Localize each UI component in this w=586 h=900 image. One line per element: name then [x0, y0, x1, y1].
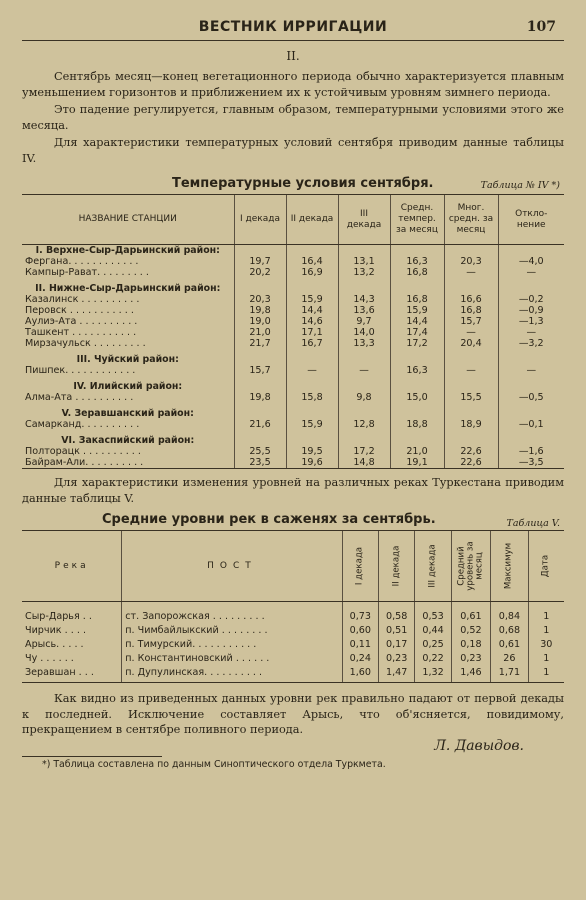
value-cell: 15,5 — [444, 392, 498, 403]
post-name: п. Дупулинская. . . . . . . . . . — [122, 666, 342, 683]
station-name: Фергана. . . . . . . . . . . . — [25, 256, 139, 267]
table-row — [22, 419, 564, 430]
river-name: Зеравшан . . . — [22, 666, 122, 683]
value-cell: 9,8 — [338, 392, 390, 403]
table5-title: Средние уровни рек в саженях за сентябрь. — [102, 512, 436, 527]
value-cell: 1 — [528, 666, 564, 683]
header-deviation: Откло- нение — [498, 195, 564, 245]
empty-cell — [444, 408, 498, 419]
value-cell: 13,2 — [338, 267, 390, 278]
paragraph: Сентябрь месяц—конец вегетационного периода обычно характеризуется плавным уменьшением горизонтов и приближением их к устойчивым уровням зимнего периода. — [22, 70, 564, 99]
value-cell: — — [338, 365, 390, 376]
empty-cell — [444, 245, 498, 257]
author-signature: Л. Давыдов. — [434, 737, 524, 754]
value-cell: —1,3 — [498, 316, 564, 327]
region-row — [22, 435, 564, 446]
empty-cell — [498, 283, 564, 294]
region-row — [22, 381, 564, 392]
empty-cell — [234, 245, 286, 257]
value-cell: 1,71 — [491, 666, 528, 683]
value-cell: 16,3 — [390, 365, 444, 376]
value-cell: —0,2 — [498, 294, 564, 305]
value-cell: 15,7 — [444, 316, 498, 327]
value-cell: 0,61 — [451, 602, 490, 625]
value-cell: 30 — [528, 638, 564, 652]
table-row — [22, 446, 564, 457]
region-row — [22, 354, 564, 365]
table-row — [22, 638, 564, 652]
value-cell: 20,3 — [234, 294, 286, 305]
empty-cell — [338, 245, 390, 257]
value-cell: 0,52 — [451, 624, 490, 638]
table4-body — [22, 245, 564, 469]
value-cell: 0,11 — [342, 638, 378, 652]
value-cell: —1,6 — [498, 446, 564, 457]
page-header — [22, 0, 564, 41]
value-cell: 13,6 — [338, 305, 390, 316]
value-cell: 15,0 — [390, 392, 444, 403]
value-cell: —0,1 — [498, 419, 564, 430]
value-cell: 17,1 — [286, 327, 338, 338]
table5-body — [22, 602, 564, 683]
empty-cell — [234, 381, 286, 392]
value-cell: 0,73 — [342, 602, 378, 625]
value-cell: —0,5 — [498, 392, 564, 403]
value-cell: — — [498, 267, 564, 278]
post-name: п. Чимбайлыкский . . . . . . . . — [122, 624, 342, 638]
table4-header-row — [22, 195, 564, 245]
region-label: IV. Илийский район: — [73, 381, 183, 392]
value-cell: 16,8 — [390, 294, 444, 305]
region-label: II. Нижне-Сыр-Дарьинский район: — [35, 283, 221, 294]
value-cell: 14,0 — [338, 327, 390, 338]
value-cell: 19,8 — [234, 305, 286, 316]
value-cell: 19,6 — [286, 457, 338, 469]
footnote: *) Таблица составлена по данным Синоптического отдела Туркмета. — [42, 758, 386, 770]
value-cell: 19,0 — [234, 316, 286, 327]
table-row — [22, 457, 564, 469]
empty-cell — [338, 283, 390, 294]
temperature-table — [22, 194, 564, 469]
empty-cell — [286, 381, 338, 392]
station-name: Самарканд. . . . . . . . . . — [25, 419, 140, 430]
station-name: Ташкент . . . . . . . . . . . — [25, 327, 137, 338]
value-cell: 20,4 — [444, 338, 498, 349]
value-cell: 26 — [491, 652, 528, 666]
value-cell: —3,2 — [498, 338, 564, 349]
value-cell: 14,8 — [338, 457, 390, 469]
table5-caption — [22, 510, 564, 530]
region-label: I. Верхне-Сыр-Дарьинский район: — [35, 245, 220, 256]
value-cell: 1,47 — [378, 666, 414, 683]
table-row — [22, 338, 564, 349]
value-cell: 15,9 — [390, 305, 444, 316]
table-row — [22, 316, 564, 327]
value-cell: 13,1 — [338, 256, 390, 267]
value-cell: 17,2 — [338, 446, 390, 457]
empty-cell — [390, 354, 444, 365]
station-name: Байрам-Али. . . . . . . . . . — [22, 457, 234, 469]
empty-cell — [390, 245, 444, 257]
station-name: Казалинск . . . . . . . . . . — [25, 294, 140, 305]
region-row — [22, 408, 564, 419]
header-decade-1: I декада — [234, 195, 286, 245]
value-cell: 25,5 — [234, 446, 286, 457]
table-row — [22, 602, 564, 625]
value-cell: 17,4 — [390, 327, 444, 338]
header-decade-1: I декада — [342, 531, 378, 602]
value-cell: 14,6 — [286, 316, 338, 327]
station-name: Полторацк . . . . . . . . . . — [25, 446, 141, 457]
table-row — [22, 652, 564, 666]
journal-title: ВЕСТНИК ИРРИГАЦИИ — [198, 19, 388, 35]
empty-cell — [286, 283, 338, 294]
page-number: 107 — [526, 19, 556, 35]
value-cell: — — [444, 267, 498, 278]
station-name: Алма-Ата . . . . . . . . . . — [25, 392, 134, 403]
header-river: Река — [22, 531, 122, 602]
header-decade-3: III декада — [338, 195, 390, 245]
value-cell: — — [498, 365, 564, 376]
table-row — [22, 666, 564, 683]
footnote-rule — [22, 756, 162, 757]
region-row — [22, 245, 564, 257]
empty-cell — [390, 381, 444, 392]
river-name: Чирчик . . . . — [25, 625, 86, 636]
empty-cell — [498, 408, 564, 419]
value-cell: 19,5 — [286, 446, 338, 457]
value-cell: 17,2 — [390, 338, 444, 349]
value-cell: 1,32 — [415, 666, 451, 683]
station-name: Мирзачульск . . . . . . . . . — [25, 338, 146, 349]
value-cell: 14,3 — [338, 294, 390, 305]
value-cell: 14,4 — [286, 305, 338, 316]
value-cell: 18,8 — [390, 419, 444, 430]
value-cell: —3,5 — [498, 457, 564, 469]
river-levels-table — [22, 530, 564, 683]
header-date: Дата — [528, 531, 564, 602]
empty-cell — [286, 245, 338, 257]
paragraph: Это падение регулируется, главным образом, температурными условиями этого же месяца. — [22, 103, 564, 132]
post-name: ст. Запорожская . . . . . . . . . — [122, 602, 342, 625]
value-cell: 0,17 — [378, 638, 414, 652]
empty-cell — [286, 408, 338, 419]
value-cell: 9,7 — [338, 316, 390, 327]
value-cell: 0,24 — [342, 652, 378, 666]
value-cell: 16,6 — [444, 294, 498, 305]
value-cell: 0,22 — [415, 652, 451, 666]
empty-cell — [390, 283, 444, 294]
empty-cell — [498, 354, 564, 365]
closing-paragraph: Как видно из приведенных данных уровни рек правильно падают от первой декады к последней. Исключение составляет Арысь, что об'ясняется, повидимому, прекращением в сентябре поливного периода. — [22, 692, 564, 736]
header-decade-3: III декада — [415, 531, 451, 602]
empty-cell — [338, 381, 390, 392]
value-cell: 0,84 — [491, 602, 528, 625]
empty-cell — [498, 245, 564, 257]
value-cell: 1 — [528, 602, 564, 625]
value-cell: 21,0 — [390, 446, 444, 457]
header-decade-2: II декада — [378, 531, 414, 602]
value-cell: 14,4 — [390, 316, 444, 327]
value-cell: 1 — [528, 652, 564, 666]
station-name: Аулиэ-Ата . . . . . . . . . . — [25, 316, 138, 327]
empty-cell — [338, 354, 390, 365]
river-name: Арысь. . . . . — [25, 639, 84, 650]
station-name: Перовск . . . . . . . . . . . — [25, 305, 134, 316]
value-cell: —4,0 — [498, 256, 564, 267]
empty-cell — [338, 408, 390, 419]
value-cell: 16,8 — [444, 305, 498, 316]
region-label: VI. Закаспийский район: — [61, 435, 195, 446]
table4-caption — [22, 174, 564, 194]
value-cell: 15,7 — [234, 365, 286, 376]
value-cell: 0,53 — [415, 602, 451, 625]
value-cell: 0,60 — [342, 624, 378, 638]
empty-cell — [338, 435, 390, 446]
table-row — [22, 392, 564, 403]
table-row — [22, 624, 564, 638]
empty-cell — [498, 435, 564, 446]
table4-title: Температурные условия сентября. — [172, 176, 434, 191]
value-cell: 21,6 — [234, 419, 286, 430]
table-row — [22, 294, 564, 305]
post-name: п. Тимурский. . . . . . . . . . . — [122, 638, 342, 652]
table-row — [22, 327, 564, 338]
river-name: Чу . . . . . . — [25, 653, 74, 664]
value-cell: 1,60 — [342, 666, 378, 683]
header-station: НАЗВАНИЕ СТАНЦИИ — [22, 195, 234, 245]
empty-cell — [444, 381, 498, 392]
value-cell: 15,9 — [286, 294, 338, 305]
value-cell: —0,9 — [498, 305, 564, 316]
empty-cell — [234, 283, 286, 294]
value-cell: 22,6 — [444, 457, 498, 469]
station-name: Пишпек. . . . . . . . . . . . — [25, 365, 136, 376]
value-cell: 0,44 — [415, 624, 451, 638]
value-cell: 19,1 — [390, 457, 444, 469]
table-row — [22, 365, 564, 376]
region-row — [22, 283, 564, 294]
station-name: Кампыр-Рават. . . . . . . . . — [25, 267, 149, 278]
value-cell: 0,51 — [378, 624, 414, 638]
value-cell: 21,0 — [234, 327, 286, 338]
table4-note: Таблица № IV *) — [480, 180, 560, 191]
value-cell: 0,18 — [451, 638, 490, 652]
value-cell: 0,23 — [451, 652, 490, 666]
empty-cell — [286, 354, 338, 365]
river-name: Сыр-Дарья . . — [25, 611, 92, 622]
empty-cell — [390, 408, 444, 419]
value-cell: 16,9 — [286, 267, 338, 278]
empty-cell — [444, 354, 498, 365]
value-cell: 19,8 — [234, 392, 286, 403]
table5-header-row — [22, 531, 564, 602]
value-cell: 0,68 — [491, 624, 528, 638]
value-cell: 1,46 — [451, 666, 490, 683]
empty-cell — [390, 435, 444, 446]
value-cell: 0,25 — [415, 638, 451, 652]
value-cell: — — [444, 365, 498, 376]
value-cell: 18,9 — [444, 419, 498, 430]
header-longterm-mean: Мног. средн. за месяц — [444, 195, 498, 245]
value-cell: 19,7 — [234, 256, 286, 267]
empty-cell — [234, 435, 286, 446]
value-cell: 20,3 — [444, 256, 498, 267]
table-row — [22, 256, 564, 267]
table-row — [22, 267, 564, 278]
value-cell: 0,58 — [378, 602, 414, 625]
value-cell: 15,8 — [286, 392, 338, 403]
value-cell: 12,8 — [338, 419, 390, 430]
intro-text — [22, 69, 564, 166]
paragraph: Для характеристики температурных условий сентября приводим данные таблицы IV. — [22, 136, 564, 165]
empty-cell — [444, 435, 498, 446]
header-decade-2: II декада — [286, 195, 338, 245]
paragraph-table5-intro: Для характеристики изменения уровней на различных реках Туркестана приводим данные таблицы V. — [22, 476, 564, 505]
post-name: п. Константиновский . . . . . . — [122, 652, 342, 666]
empty-cell — [498, 381, 564, 392]
value-cell: 0,23 — [378, 652, 414, 666]
value-cell: 16,4 — [286, 256, 338, 267]
value-cell: 16,3 — [390, 256, 444, 267]
value-cell: 23,5 — [234, 457, 286, 469]
header-mean-temp: Средн. темпер. за месяц — [390, 195, 444, 245]
empty-cell — [234, 354, 286, 365]
empty-cell — [444, 283, 498, 294]
value-cell: 21,7 — [234, 338, 286, 349]
header-post: ПОСТ — [122, 531, 342, 602]
value-cell: 15,9 — [286, 419, 338, 430]
section-number: II. — [286, 49, 300, 63]
table5-note: Таблица V. — [506, 518, 560, 529]
header-monthly-mean: Средний уровень за месяц — [451, 531, 490, 602]
empty-cell — [234, 408, 286, 419]
value-cell: 16,7 — [286, 338, 338, 349]
value-cell: 1 — [528, 624, 564, 638]
region-label: III. Чуйский район: — [76, 354, 179, 365]
value-cell: — — [286, 365, 338, 376]
value-cell: 13,3 — [338, 338, 390, 349]
value-cell: 16,8 — [390, 267, 444, 278]
value-cell: 0,61 — [491, 638, 528, 652]
table-row — [22, 305, 564, 316]
header-maximum: Максимум — [491, 531, 528, 602]
region-label: V. Зеравшанский район: — [61, 408, 194, 419]
empty-cell — [286, 435, 338, 446]
value-cell: — — [444, 327, 498, 338]
value-cell: 20,2 — [234, 267, 286, 278]
value-cell: 22,6 — [444, 446, 498, 457]
value-cell: — — [498, 327, 564, 338]
